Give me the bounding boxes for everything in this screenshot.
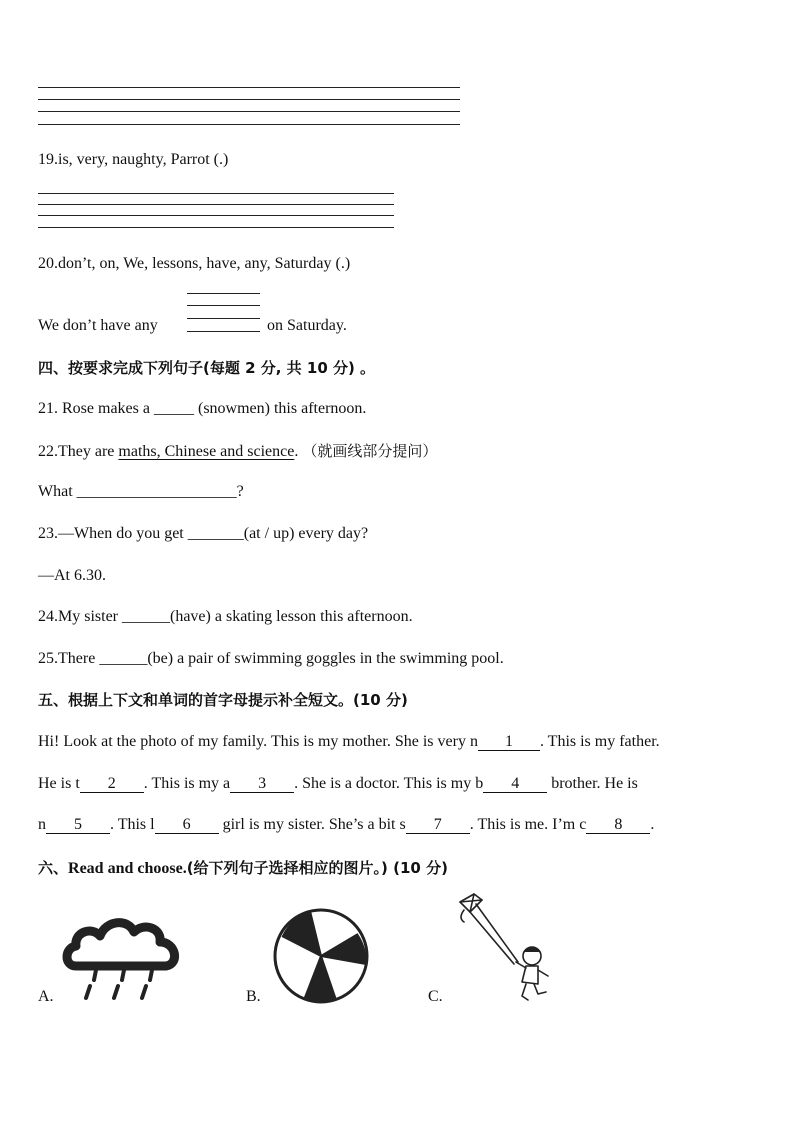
writing-line	[38, 87, 460, 88]
question-20: 20.don’t, on, We, lessons, have, any, Saturday (.)	[38, 255, 351, 272]
section-6-heading: 六、Read and choose.(给下列句子选择相应的图片。) (10 分)	[38, 859, 448, 877]
question-21: 21. Rose makes a _____ (snowmen) this afternoon.	[38, 400, 367, 417]
question-22: 22.They are maths, Chinese and science. （就画线部分提问）	[38, 442, 438, 460]
writing-line	[38, 124, 460, 125]
writing-line	[38, 193, 394, 194]
writing-line	[38, 215, 394, 216]
answer-line	[187, 305, 260, 306]
section-4-heading: 四、按要求完成下列句子(每题 2 分, 共 10 分) 。	[38, 359, 376, 377]
passage-line-2: He is t 2 . This is my a 3 . She is a doctor. This is my b 4 brother. He is	[38, 775, 638, 792]
cloze-blank-6[interactable]: 6	[155, 815, 219, 834]
option-c-label: C.	[428, 988, 443, 1005]
question-25: 25.There ______(be) a pair of swimming goggles in the swimming pool.	[38, 650, 504, 667]
q22-instruction: （就画线部分提问）	[302, 442, 438, 460]
passage-line-1: Hi! Look at the photo of my family. This is my mother. She is very n 1 . This is my father.	[38, 733, 660, 750]
cloze-blank-1[interactable]: 1	[478, 732, 540, 751]
writing-line	[38, 204, 394, 205]
boy-flying-kite-icon[interactable]	[452, 890, 562, 1006]
beach-ball-icon[interactable]	[270, 908, 372, 1004]
question-19: 19.is, very, naughty, Parrot (.)	[38, 151, 229, 168]
question-22-answer: What ____________________?	[38, 483, 244, 500]
cloze-blank-4[interactable]: 4	[483, 774, 547, 793]
writing-line	[38, 111, 460, 112]
q21-blank[interactable]: _____	[153, 400, 194, 417]
section-5-heading: 五、根据上下文和单词的首字母提示补全短文。(10 分)	[38, 691, 408, 709]
q24-blank[interactable]: ______	[122, 608, 170, 625]
passage-line-3: n 5 . This l 6 girl is my sister. She’s a bit s 7 . This is me. I’m c 8 .	[38, 816, 655, 833]
cloze-blank-8[interactable]: 8	[586, 815, 650, 834]
rain-cloud-icon[interactable]	[62, 910, 186, 1006]
answer-line	[187, 331, 260, 332]
cloze-blank-2[interactable]: 2	[80, 774, 144, 793]
q23-blank[interactable]: _______	[187, 525, 244, 542]
option-a-label: A.	[38, 988, 54, 1005]
question-23-reply: —At 6.30.	[38, 567, 106, 584]
question-23: 23.—When do you get _______(at / up) every day?	[38, 525, 369, 542]
option-b-label: B.	[246, 988, 261, 1005]
q25-blank[interactable]: ______	[99, 650, 148, 667]
underlined-phrase: maths, Chinese and science	[118, 443, 295, 460]
question-24: 24.My sister ______(have) a skating lesson this afternoon.	[38, 608, 413, 625]
cloze-blank-7[interactable]: 7	[406, 815, 470, 834]
writing-line	[38, 99, 460, 100]
writing-line	[38, 227, 394, 228]
q20-answer-suffix: on Saturday.	[267, 317, 347, 334]
answer-line	[187, 318, 260, 319]
q22-blank[interactable]: ____________________	[76, 483, 237, 500]
cloze-blank-5[interactable]: 5	[46, 815, 110, 834]
cloze-blank-3[interactable]: 3	[230, 774, 294, 793]
q20-answer-prefix: We don’t have any	[38, 317, 158, 334]
answer-line	[187, 293, 260, 294]
